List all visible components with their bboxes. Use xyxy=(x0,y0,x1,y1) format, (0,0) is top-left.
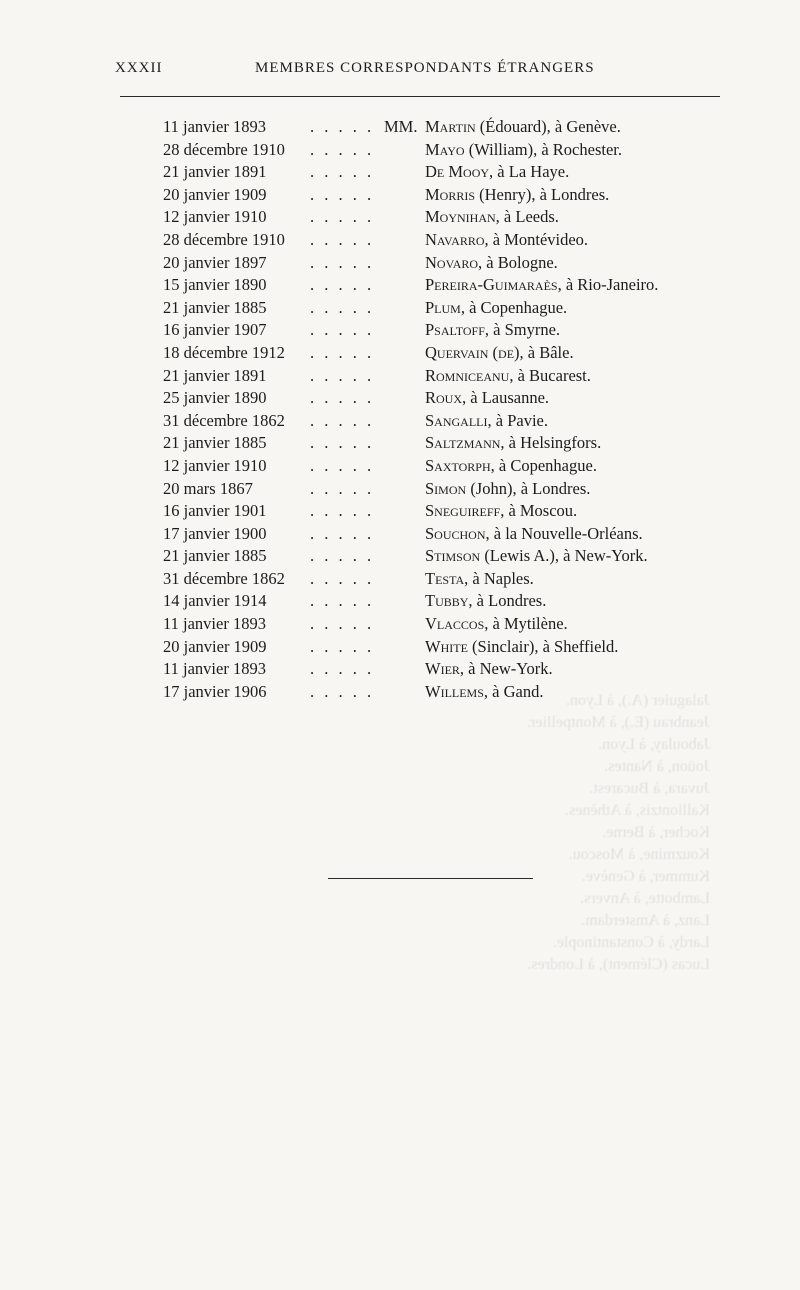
list-item xyxy=(0,478,800,501)
election-date: 20 janvier 1897 xyxy=(163,252,267,272)
member-surname: Testa xyxy=(425,568,465,588)
election-date: 20 mars 1867 xyxy=(163,478,253,498)
dot-leader: . . . . . xyxy=(310,388,375,408)
election-date: 15 janvier 1890 xyxy=(163,275,267,295)
member-surname: White xyxy=(425,636,468,656)
member-list xyxy=(0,116,800,703)
election-date: 21 janvier 1885 xyxy=(163,297,267,317)
list-item xyxy=(0,319,800,342)
member-entry xyxy=(425,613,568,635)
page-number: XXXII xyxy=(115,60,163,76)
member-entry xyxy=(425,206,559,228)
election-date: 12 janvier 1910 xyxy=(163,207,267,227)
member-surname: Wier xyxy=(425,659,460,679)
dot-leader: . . . . . xyxy=(310,455,375,475)
dot-leader: . . . . . xyxy=(310,681,375,701)
member-surname: Psaltoff xyxy=(425,320,485,340)
member-details: (Lewis A.), à New-York. xyxy=(480,546,648,566)
member-entry xyxy=(425,365,591,387)
member-details: , à Mytilène. xyxy=(484,614,568,634)
dot-leader: . . . . . xyxy=(310,162,375,182)
member-surname: Roux xyxy=(425,388,463,408)
list-item xyxy=(0,523,800,546)
member-details: , à Smyrne. xyxy=(484,320,561,340)
list-item xyxy=(0,161,800,184)
member-details: , à New-York. xyxy=(459,659,553,679)
member-entry xyxy=(425,410,548,432)
dot-leader: . . . . . xyxy=(310,365,375,385)
election-date: 17 janvier 1900 xyxy=(163,523,267,543)
dot-leader: . . . . . xyxy=(310,297,375,317)
list-item xyxy=(0,365,800,388)
dot-leader: . . . . . xyxy=(310,410,375,430)
list-item xyxy=(0,545,800,568)
election-date: 28 décembre 1910 xyxy=(163,229,285,249)
member-entry xyxy=(425,387,549,409)
member-details: , à Bologne. xyxy=(478,252,558,272)
list-item xyxy=(0,410,800,433)
dot-leader: . . . . . xyxy=(310,342,375,362)
member-details: (Henry), à Londres. xyxy=(475,184,610,204)
member-surname: Romniceanu xyxy=(425,365,510,385)
list-item xyxy=(0,229,800,252)
member-entry xyxy=(425,139,622,161)
dot-leader: . . . . . xyxy=(310,568,375,588)
member-entry xyxy=(425,342,574,364)
list-item xyxy=(0,432,800,455)
list-item xyxy=(0,342,800,365)
member-surname: Navarro xyxy=(425,229,485,249)
list-item xyxy=(0,613,800,636)
list-item xyxy=(0,590,800,613)
member-surname: Morris xyxy=(425,184,476,204)
member-details: , à La Haye. xyxy=(489,162,570,182)
member-details: , à Pavie. xyxy=(487,410,548,430)
dot-leader: . . . . . xyxy=(310,139,375,159)
member-details: , à la Nouvelle-Orléans. xyxy=(485,523,643,543)
member-entry xyxy=(425,252,558,274)
member-details: , à Bucarest. xyxy=(509,365,591,385)
member-details: , à Leeds. xyxy=(495,207,559,227)
election-date: 25 janvier 1890 xyxy=(163,388,267,408)
member-entry xyxy=(425,297,567,319)
member-surname: Moynihan xyxy=(425,207,496,227)
member-surname: Willems xyxy=(425,681,484,701)
member-entry xyxy=(425,116,621,138)
member-entry xyxy=(425,319,560,341)
election-date: 20 janvier 1909 xyxy=(163,184,267,204)
election-date: 16 janvier 1907 xyxy=(163,320,267,340)
election-date: 12 janvier 1910 xyxy=(163,455,267,475)
dot-leader: . . . . . xyxy=(310,229,375,249)
member-entry xyxy=(425,432,601,454)
member-details: , à Gand. xyxy=(483,681,544,701)
member-details: (William), à Rochester. xyxy=(464,139,622,159)
dot-leader: . . . . . xyxy=(310,636,375,656)
member-surname: Plum xyxy=(425,297,461,317)
dot-leader: . . . . . xyxy=(310,523,375,543)
election-date: 16 janvier 1901 xyxy=(163,501,267,521)
honorific-prefix: MM. xyxy=(384,117,418,136)
member-entry xyxy=(425,161,569,183)
member-details: , à Copenhague. xyxy=(490,455,597,475)
dot-leader: . . . . . xyxy=(310,433,375,453)
dot-leader: . . . . . xyxy=(310,184,375,204)
member-entry xyxy=(425,545,648,567)
member-entry xyxy=(425,455,597,477)
election-date: 21 janvier 1891 xyxy=(163,365,267,385)
member-details: (Sinclair), à Sheffield. xyxy=(467,636,619,656)
list-item xyxy=(0,500,800,523)
dot-leader: . . . . . xyxy=(310,478,375,498)
member-surname: Novaro xyxy=(425,252,479,272)
header-rule xyxy=(120,96,720,97)
list-item xyxy=(0,387,800,410)
list-item xyxy=(0,658,800,681)
election-date: 14 janvier 1914 xyxy=(163,591,267,611)
election-date: 11 janvier 1893 xyxy=(163,614,266,634)
dot-leader: . . . . . xyxy=(310,275,375,295)
member-details: , à Naples. xyxy=(464,568,534,588)
member-details: , à Helsingfors. xyxy=(500,433,602,453)
member-entry xyxy=(425,636,618,658)
member-details: , à Rio-Janeiro. xyxy=(557,275,659,295)
dot-leader: . . . . . xyxy=(310,117,375,136)
member-surname: Saxtorph xyxy=(425,455,491,475)
member-details: , à Bâle. xyxy=(519,342,574,362)
member-surname: Sangalli xyxy=(425,410,488,430)
election-date: 11 janvier 1893 xyxy=(163,117,266,136)
dot-leader: . . . . . xyxy=(310,591,375,611)
member-surname: Martin xyxy=(425,117,476,136)
list-item xyxy=(0,681,800,704)
dot-leader: . . . . . xyxy=(310,252,375,272)
member-surname: Mayo xyxy=(425,139,465,159)
member-details: , à Montévideo. xyxy=(484,229,589,249)
list-item xyxy=(0,274,800,297)
list-item xyxy=(0,206,800,229)
member-details: , à Copenhague. xyxy=(460,297,568,317)
dot-leader: . . . . . xyxy=(310,614,375,634)
member-entry xyxy=(425,681,543,703)
dot-leader: . . . . . xyxy=(310,207,375,227)
member-entry xyxy=(425,658,553,680)
list-item xyxy=(0,116,800,139)
list-item xyxy=(0,636,800,659)
end-rule xyxy=(328,878,533,879)
member-entry xyxy=(425,274,658,296)
member-surname: Tubby xyxy=(425,591,469,611)
member-entry xyxy=(425,568,534,590)
election-date: 21 janvier 1891 xyxy=(163,162,267,182)
election-date: 11 janvier 1893 xyxy=(163,659,266,679)
election-date: 31 décembre 1862 xyxy=(163,410,285,430)
member-details: , à Lausanne. xyxy=(462,388,550,408)
dot-leader: . . . . . xyxy=(310,320,375,340)
election-date: 28 décembre 1910 xyxy=(163,139,285,159)
list-item xyxy=(0,252,800,275)
page-header xyxy=(115,60,720,84)
election-date: 18 décembre 1912 xyxy=(163,342,285,362)
member-surname: Souchon xyxy=(425,523,486,543)
member-details: (Édouard), à Genève. xyxy=(475,117,621,136)
dot-leader: . . . . . xyxy=(310,659,375,679)
member-surname: De Mooy xyxy=(425,162,490,182)
election-date: 21 janvier 1885 xyxy=(163,546,267,566)
member-entry xyxy=(425,523,643,545)
election-date: 21 janvier 1885 xyxy=(163,433,267,453)
member-entry xyxy=(425,500,577,522)
election-date: 20 janvier 1909 xyxy=(163,636,267,656)
list-item xyxy=(0,184,800,207)
member-entry xyxy=(425,229,588,251)
dot-leader: . . . . . xyxy=(310,501,375,521)
running-title: MEMBRES CORRESPONDANTS ÉTRANGERS xyxy=(255,60,595,76)
list-item xyxy=(0,139,800,162)
member-surname: Quervain (de) xyxy=(425,342,520,362)
election-date: 31 décembre 1862 xyxy=(163,568,285,588)
member-entry xyxy=(425,184,609,206)
member-entry xyxy=(425,590,546,612)
member-details: , à Londres. xyxy=(468,591,547,611)
member-surname: Vlaccos xyxy=(425,614,485,634)
member-surname: Saltzmann xyxy=(425,433,501,453)
member-entry xyxy=(425,478,590,500)
member-surname: Stimson xyxy=(425,546,481,566)
member-surname: Pereira-Guimaraès xyxy=(425,275,558,295)
member-details: , à Moscou. xyxy=(500,501,578,521)
member-surname: Sneguireff xyxy=(425,501,501,521)
list-item xyxy=(0,297,800,320)
member-surname: Simon xyxy=(425,478,467,498)
member-details: (John), à Londres. xyxy=(466,478,591,498)
dot-leader: . . . . . xyxy=(310,546,375,566)
election-date: 17 janvier 1906 xyxy=(163,681,267,701)
show-through-bleed: Jalaguier (A.), à Lyon. Jeanbrau (E.), à Montpellier. Jaboulay, à Lyon. Joüon, à Nantes. Juvara, à Bucarest. Kalliontzis, à Athènes. Kocher, à Berne. Kouzmine, à Moscou. Kummer, à Genève. Lambotte, à Anvers. Lanz, à Amsterdam. Lardy, à Constantinople. Lucas (Clément), à Londres. xyxy=(526,692,710,973)
list-item xyxy=(0,568,800,591)
list-item xyxy=(0,455,800,478)
